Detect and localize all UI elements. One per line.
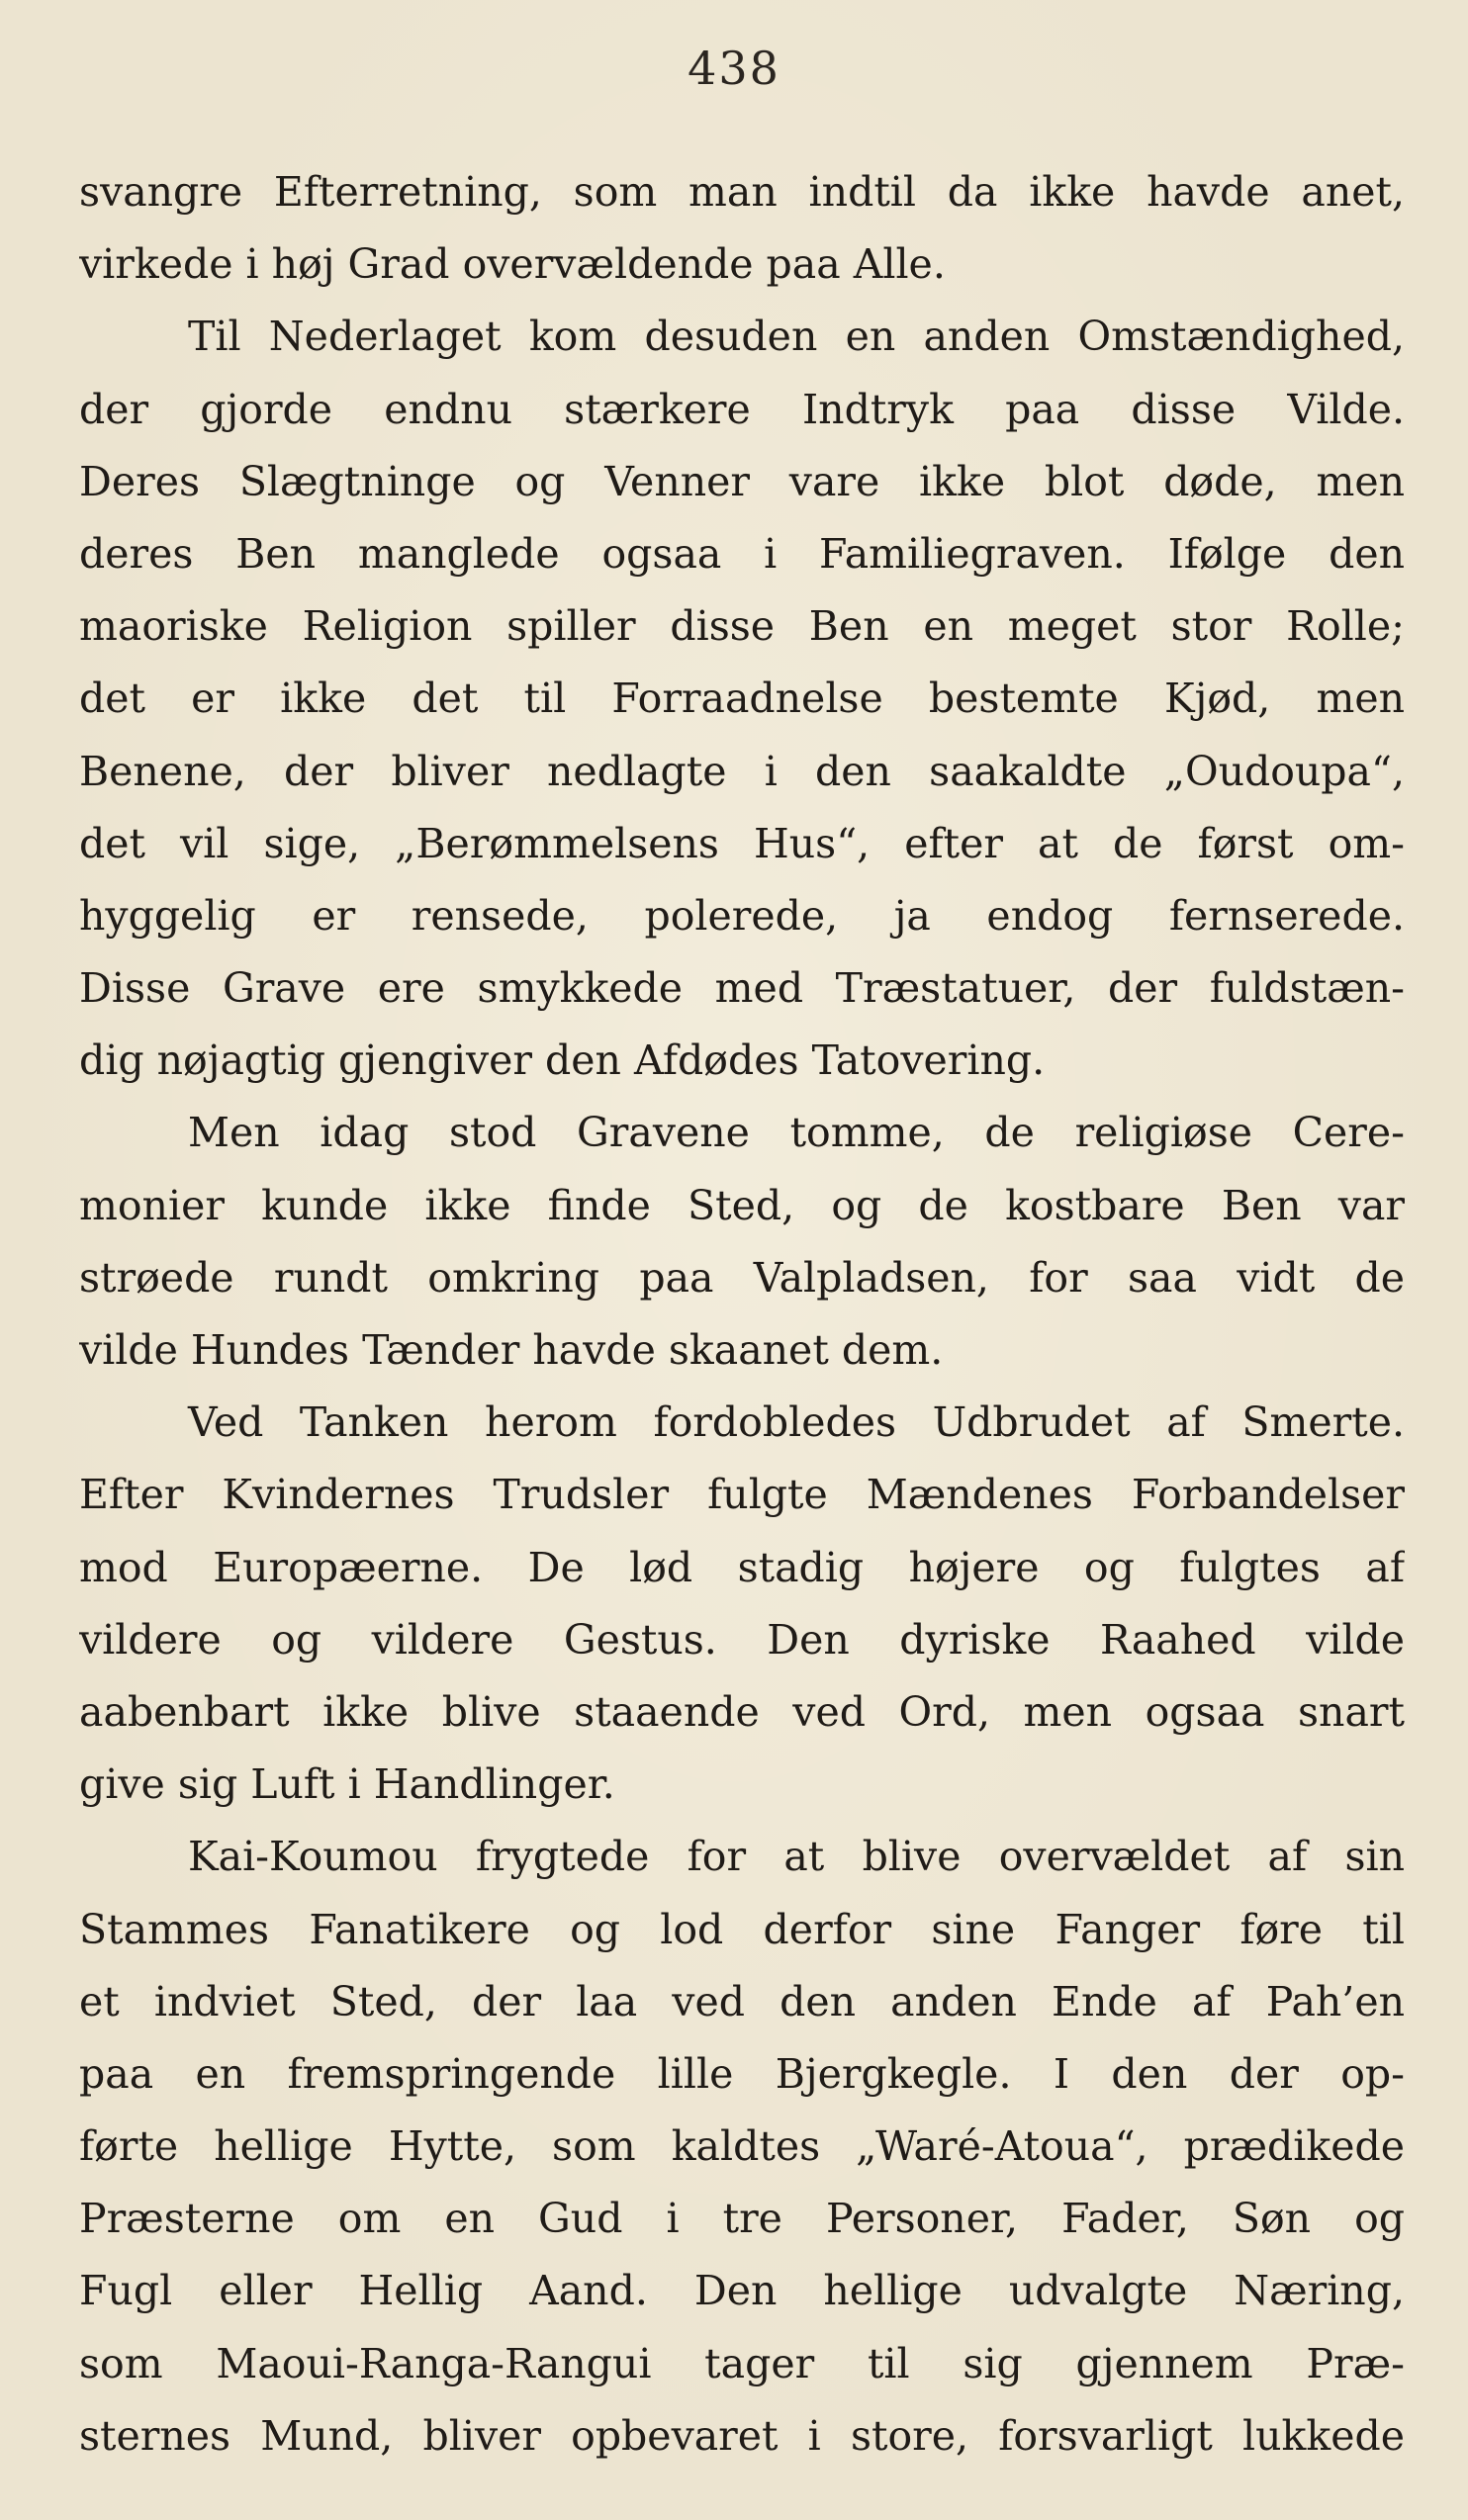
text-line: deres Ben manglede ogsaa i Familiegraven. Ifølge den	[79, 529, 1405, 578]
text-line: monier kunde ikke finde Sted, og de kostbare Ben var	[79, 1181, 1405, 1229]
text-line: et indviet Sted, der laa ved den anden Ende af Pah’en	[79, 1977, 1405, 2025]
text-line: strøede rundt omkring paa Valpladsen, for saa vidt de	[79, 1253, 1405, 1302]
text-line: Deres Slægtninge og Venner vare ikke blot døde, men	[79, 457, 1405, 505]
text-line: dig nøjagtig gjengiver den Afdødes Tatovering.	[79, 1036, 1046, 1085]
text-line: paa en fremspringende lille Bjergkegle. I den der op-	[79, 2049, 1405, 2098]
text-line: som Maoui-Ranga-Rangui tager til sig gjennem Præ-	[79, 2339, 1405, 2387]
text-line: Men idag stod Gravene tomme, de religiøse Cere-	[188, 1109, 1405, 1157]
text-line: Disse Grave ere smykkede med Træstatuer, der fuldstæn-	[79, 964, 1405, 1013]
text-line: vildere og vildere Gestus. Den dyriske Raahed vilde	[79, 1615, 1405, 1664]
text-line: svangre Efterretning, som man indtil da ikke havde anet,	[79, 168, 1405, 216]
text-line: Ved Tanken herom fordobledes Udbrudet af Smerte.	[188, 1398, 1405, 1447]
text-line: førte hellige Hytte, som kaldtes „Waré-Atoua“, prædikede	[79, 2122, 1405, 2171]
text-line: aabenbart ikke blive staaende ved Ord, men ogsaa snart	[79, 1687, 1405, 1736]
text-line: vilde Hundes Tænder havde skaanet dem.	[79, 1326, 944, 1374]
text-line: Kai-Koumou frygtede for at blive overvældet af sin	[188, 1833, 1405, 1881]
text-line: Stammes Fanatikere og lod derfor sine Fanger føre til	[79, 1905, 1405, 1953]
text-line: Benene, der bliver nedlagte i den saakaldte „Oudoupa“,	[79, 747, 1405, 795]
text-line: hyggelig er rensede, polerede, ja endog fernserede.	[79, 891, 1405, 940]
text-line: mod Europæerne. De lød stadig højere og fulgtes af	[79, 1543, 1405, 1591]
page-number: 438	[688, 42, 780, 95]
text-line: Præsterne om en Gud i tre Personer, Fader, Søn og	[79, 2195, 1405, 2243]
text-line: det er ikke det til Forraadnelse bestemte Kjød, men	[79, 675, 1405, 723]
text-line: sternes Mund, bliver opbevaret i store, forsvarligt lukkede	[79, 2411, 1405, 2460]
text-line: give sig Luft i Handlinger.	[79, 1760, 615, 1809]
text-line: det vil sige, „Berømmelsens Hus“, efter at de først om-	[79, 819, 1405, 867]
text-line: Fugl eller Hellig Aand. Den hellige udvalgte Næring,	[79, 2267, 1405, 2315]
text-line: virkede i høj Grad overvældende paa Alle.	[79, 240, 946, 289]
text-line: maoriske Religion spiller disse Ben en meget stor Rolle;	[79, 602, 1405, 651]
text-line: Til Nederlaget kom desuden en anden Omstændighed,	[188, 313, 1405, 361]
text-line: Efter Kvindernes Trudsler fulgte Mændenes Forbandelser	[79, 1471, 1405, 1519]
text-line: der gjorde endnu stærkere Indtryk paa disse Vilde.	[79, 385, 1405, 433]
body-text	[79, 156, 1405, 2473]
